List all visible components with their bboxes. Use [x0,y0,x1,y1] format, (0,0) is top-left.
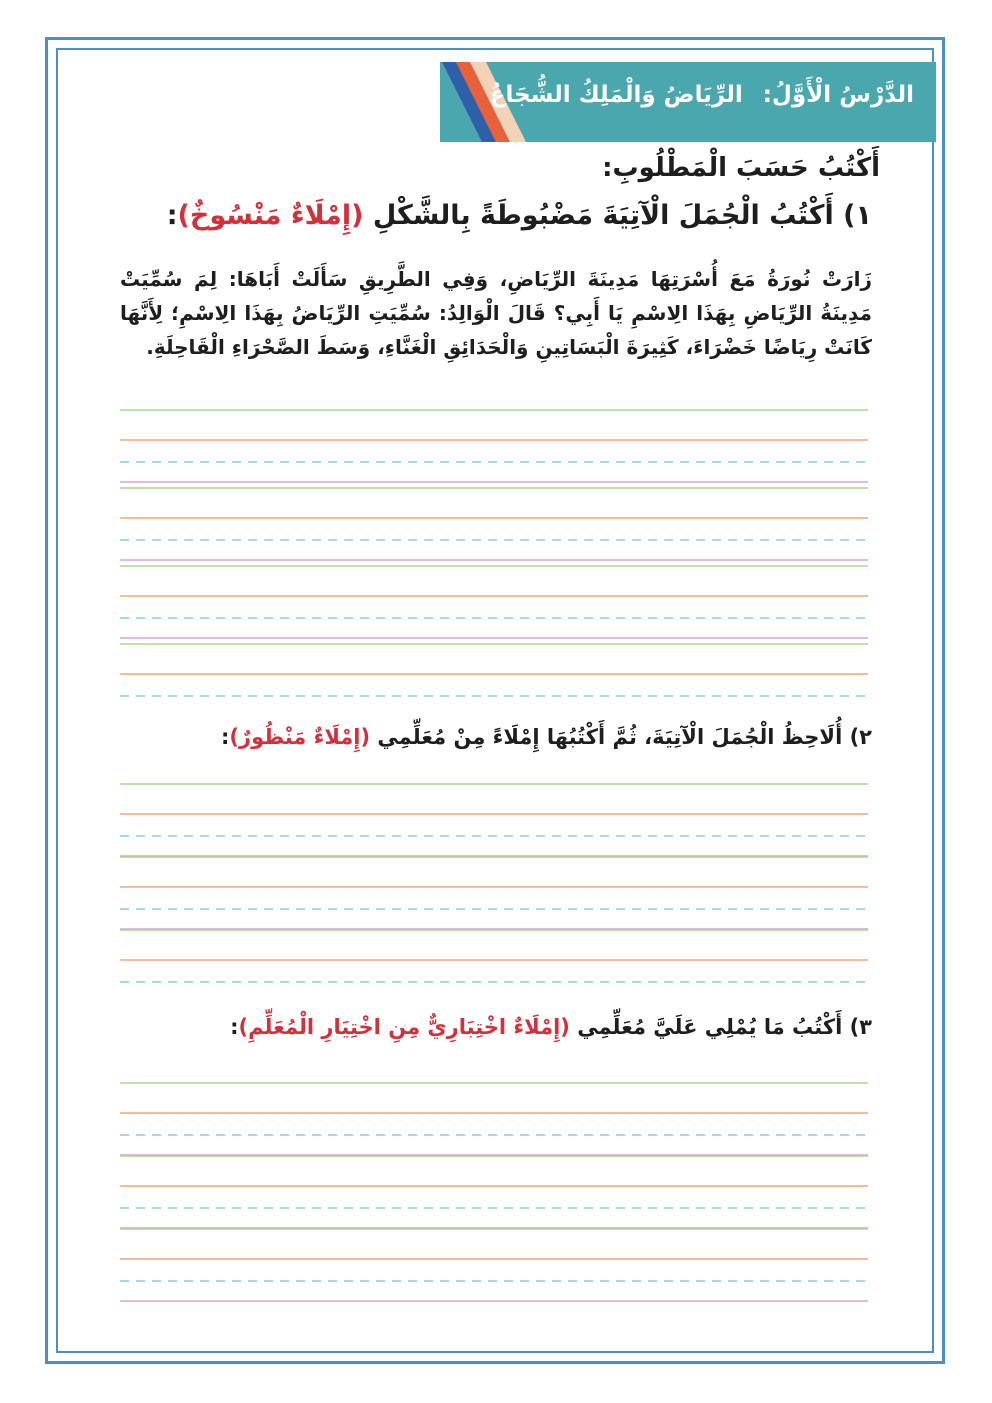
question-3 [230,1015,872,1039]
question-3-label: (إِمْلَاءٌ اخْتِبَارِيٌّ مِنِ اخْتِيَارِ الْمُعَلِّمِ) [238,1015,570,1039]
lesson-title: الرِّيَاضُ وَالْمَلِكُ الشُّجَاعُ [489,82,743,108]
banner-title [490,82,914,108]
question-1-label: (إِمْلَاءٌ مَنْسُوخٌ) [177,200,364,231]
writing-lines-1[interactable] [120,404,868,714]
question-3-text: ٣) أَكْتُبُ مَا يُمْلِي عَلَيَّ مُعَلِّمِي [577,1015,872,1039]
question-1-colon: : [166,200,178,231]
question-1-text: ١) أَكْتُبُ الْجُمَلَ الْآتِيَةَ مَضْبُوطَةً بِالشَّكْلِ [372,200,872,231]
dictation-passage: زَارَتْ نُورَةُ مَعَ أُسْرَتِهَا مَدِينَةَ الرِّيَاضِ، وَفِي الطَّرِيقِ سَأَلَتْ أَبَاهَا: لِمَ سُمِّيَتْ مَدِينَةُ الرِّيَاضِ بِهَذَا الِاسْمِ يَا أَبِي؟ قَالَ الْوَالِدُ: سُمِّيَتِ الرِّيَاضُ بِهَذَا الِاسْمِ؛ لِأَنَّهَا كَانَتْ رِيَاضًا خَضْرَاءَ، كَثِيرَةَ الْبَسَاتِينِ وَالْحَدَائِقِ الْغَنَّاءِ، وَسَطَ الصَّحْرَاءِ الْقَاحِلَةِ. [120,267,872,359]
writing-lines-2[interactable] [120,778,868,998]
question-1 [167,200,872,231]
question-2 [221,725,872,749]
question-3-colon: : [230,1015,239,1039]
instruction-heading: أَكْتُبُ حَسَبَ الْمَطْلُوبِ: [602,153,880,183]
question-2-label: (إِمْلَاءٌ مَنْظُورٌ) [229,725,371,749]
lesson-label: الدَّرْسُ الْأَوَّلُ: [762,82,914,108]
question-2-text: ٢) أُلَاحِظُ الْجُمَلَ الْآتِيَةَ، ثُمَّ أَكْتُبُهَا إِمْلَاءً مِنْ مُعَلِّمِي [377,725,872,749]
writing-lines-3[interactable] [120,1075,868,1305]
lesson-banner [440,62,936,142]
question-2-colon: : [220,725,230,749]
